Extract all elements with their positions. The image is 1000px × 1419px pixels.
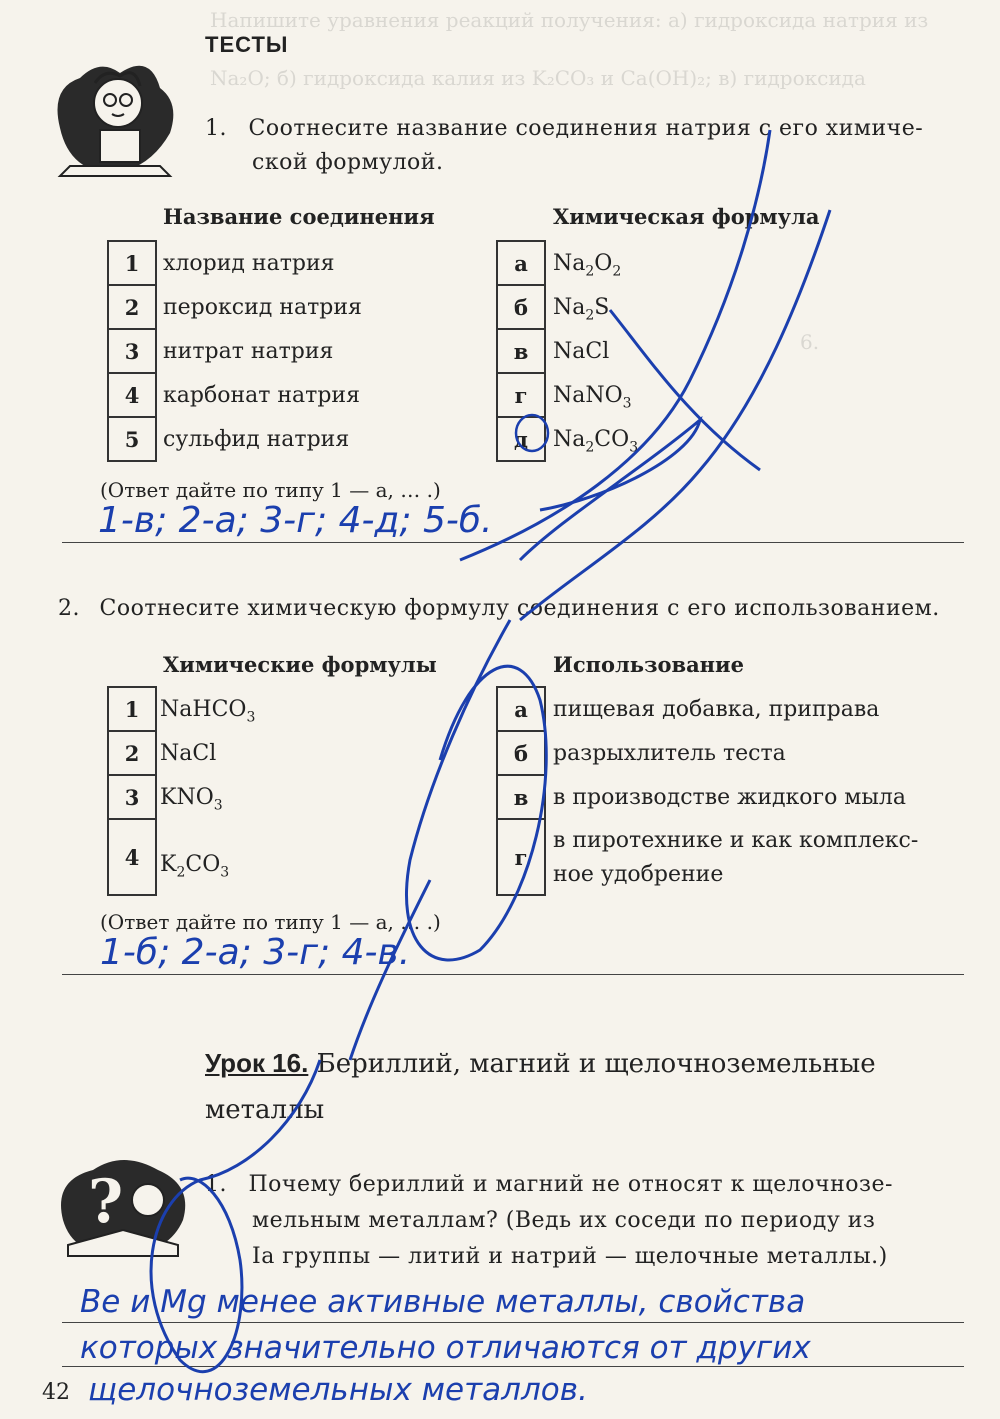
task1-num: 1 — [108, 241, 156, 285]
lesson-title-text: Бериллий, магний и щелочноземельные — [316, 1049, 876, 1079]
task2-col-right-heading: Использование — [553, 652, 744, 677]
task1-col-left-heading: Название соединения — [163, 204, 435, 229]
svg-text:?: ? — [88, 1167, 124, 1237]
pen-scribble-stroke — [350, 880, 430, 1060]
lesson-title-line2: металлы — [205, 1095, 325, 1125]
task1-formula: $Na_2S$ — [553, 295, 610, 324]
task2-letter: б — [497, 731, 545, 775]
task1-formula: $Na_2CO_3$ — [553, 427, 639, 456]
task2-letter: в — [497, 775, 545, 819]
task3-line3: Iа группы — литий и натрий — щелочные металлы.) — [252, 1244, 888, 1269]
task3-line1: Почему бериллий и магний не относят к щелочнозе- — [248, 1172, 893, 1197]
task1-compound-name: сульфид натрия — [163, 427, 350, 452]
pen-scribble-stroke — [520, 210, 830, 620]
task1-text-line2: ской формулой. — [252, 150, 444, 175]
task2-num: 2 — [108, 731, 156, 775]
task3-handwritten-line3: щелочноземельных металлов. — [88, 1372, 588, 1408]
task1-letter: а — [497, 241, 545, 285]
task1-letter: г — [497, 373, 545, 417]
task1-col-right-heading: Химическая формула — [553, 204, 820, 229]
task2-letter: г — [497, 819, 545, 895]
task1-num: 5 — [108, 417, 156, 461]
pen-scribble-stroke — [516, 415, 548, 451]
task1-letter: б — [497, 285, 545, 329]
task2-num: 1 — [108, 687, 156, 731]
task2-usage: разрыхлитель теста — [553, 741, 786, 766]
task3-line2: мельным металлам? (Ведь их соседи по периоду из — [252, 1208, 876, 1233]
task2-answer-hint: (Ответ дайте по типу 1 — а, … .) — [100, 910, 441, 934]
task2-usage: в пиротехнике и как комплекс- — [553, 828, 919, 853]
lesson-number: Урок 16. — [205, 1048, 309, 1078]
task1-letter: в — [497, 329, 545, 373]
task1-text-line1: Соотнесите название соединения натрия с его химиче- — [248, 116, 924, 141]
task2-formula: NaHCO$_3$ — [160, 697, 256, 726]
task1-answer-hint: (Ответ дайте по типу 1 — а, … .) — [100, 478, 441, 502]
pen-scribble-stroke — [460, 130, 770, 560]
task1-num: 2 — [108, 285, 156, 329]
task1-formula: $Na_2O_2$ — [553, 251, 622, 280]
task2-usage: в производстве жидкого мыла — [553, 785, 907, 810]
task1-num: 3 — [108, 329, 156, 373]
task3-handwritten-line2: которых значительно отличаются от других — [80, 1330, 811, 1366]
task1-formula: NaCl — [553, 339, 610, 364]
task3-handwritten-line1: Be и Mg менее активные металлы, свойства — [80, 1284, 806, 1320]
task2-num: 3 — [108, 775, 156, 819]
task1-number: 1. — [205, 116, 227, 141]
task2-formula: $KNO_3$ — [160, 785, 223, 814]
task2-number: 2. — [58, 596, 80, 621]
task1-compound-name: карбонат натрия — [163, 383, 360, 408]
task3-number: 1. — [205, 1172, 227, 1197]
task2-usage: ное удобрение — [553, 862, 724, 887]
task1-formula: NaNO$_3$ — [553, 383, 632, 412]
task2-letter: а — [497, 687, 545, 731]
task2-num: 4 — [108, 819, 156, 895]
task2-col-left-heading: Химические формулы — [163, 652, 437, 677]
tests-heading: ТЕСТЫ — [205, 32, 289, 57]
task1-letter: д — [497, 417, 545, 461]
pen-scribble-stroke — [151, 1060, 320, 1372]
task1-num: 4 — [108, 373, 156, 417]
pen-scribble-stroke — [406, 620, 546, 960]
task1-compound-name: нитрат натрия — [163, 339, 334, 364]
task2-usage: пищевая добавка, приправа — [553, 697, 880, 722]
task1-handwritten-answer: 1-в; 2-а; 3-г; 4-д; 5-б. — [98, 500, 493, 541]
task1-compound-name: хлорид натрия — [163, 251, 335, 276]
task2-formula: NaCl — [160, 741, 217, 766]
task2-text: Соотнесите химическую формулу соединения с его использованием. — [99, 596, 940, 621]
page-number: 42 — [42, 1380, 70, 1405]
task2-handwritten-answer: 1-б; 2-а; 3-г; 4-в. — [100, 932, 411, 973]
task2-formula: $K_2CO_3$ — [160, 852, 230, 881]
task1-compound-name: пероксид натрия — [163, 295, 362, 320]
